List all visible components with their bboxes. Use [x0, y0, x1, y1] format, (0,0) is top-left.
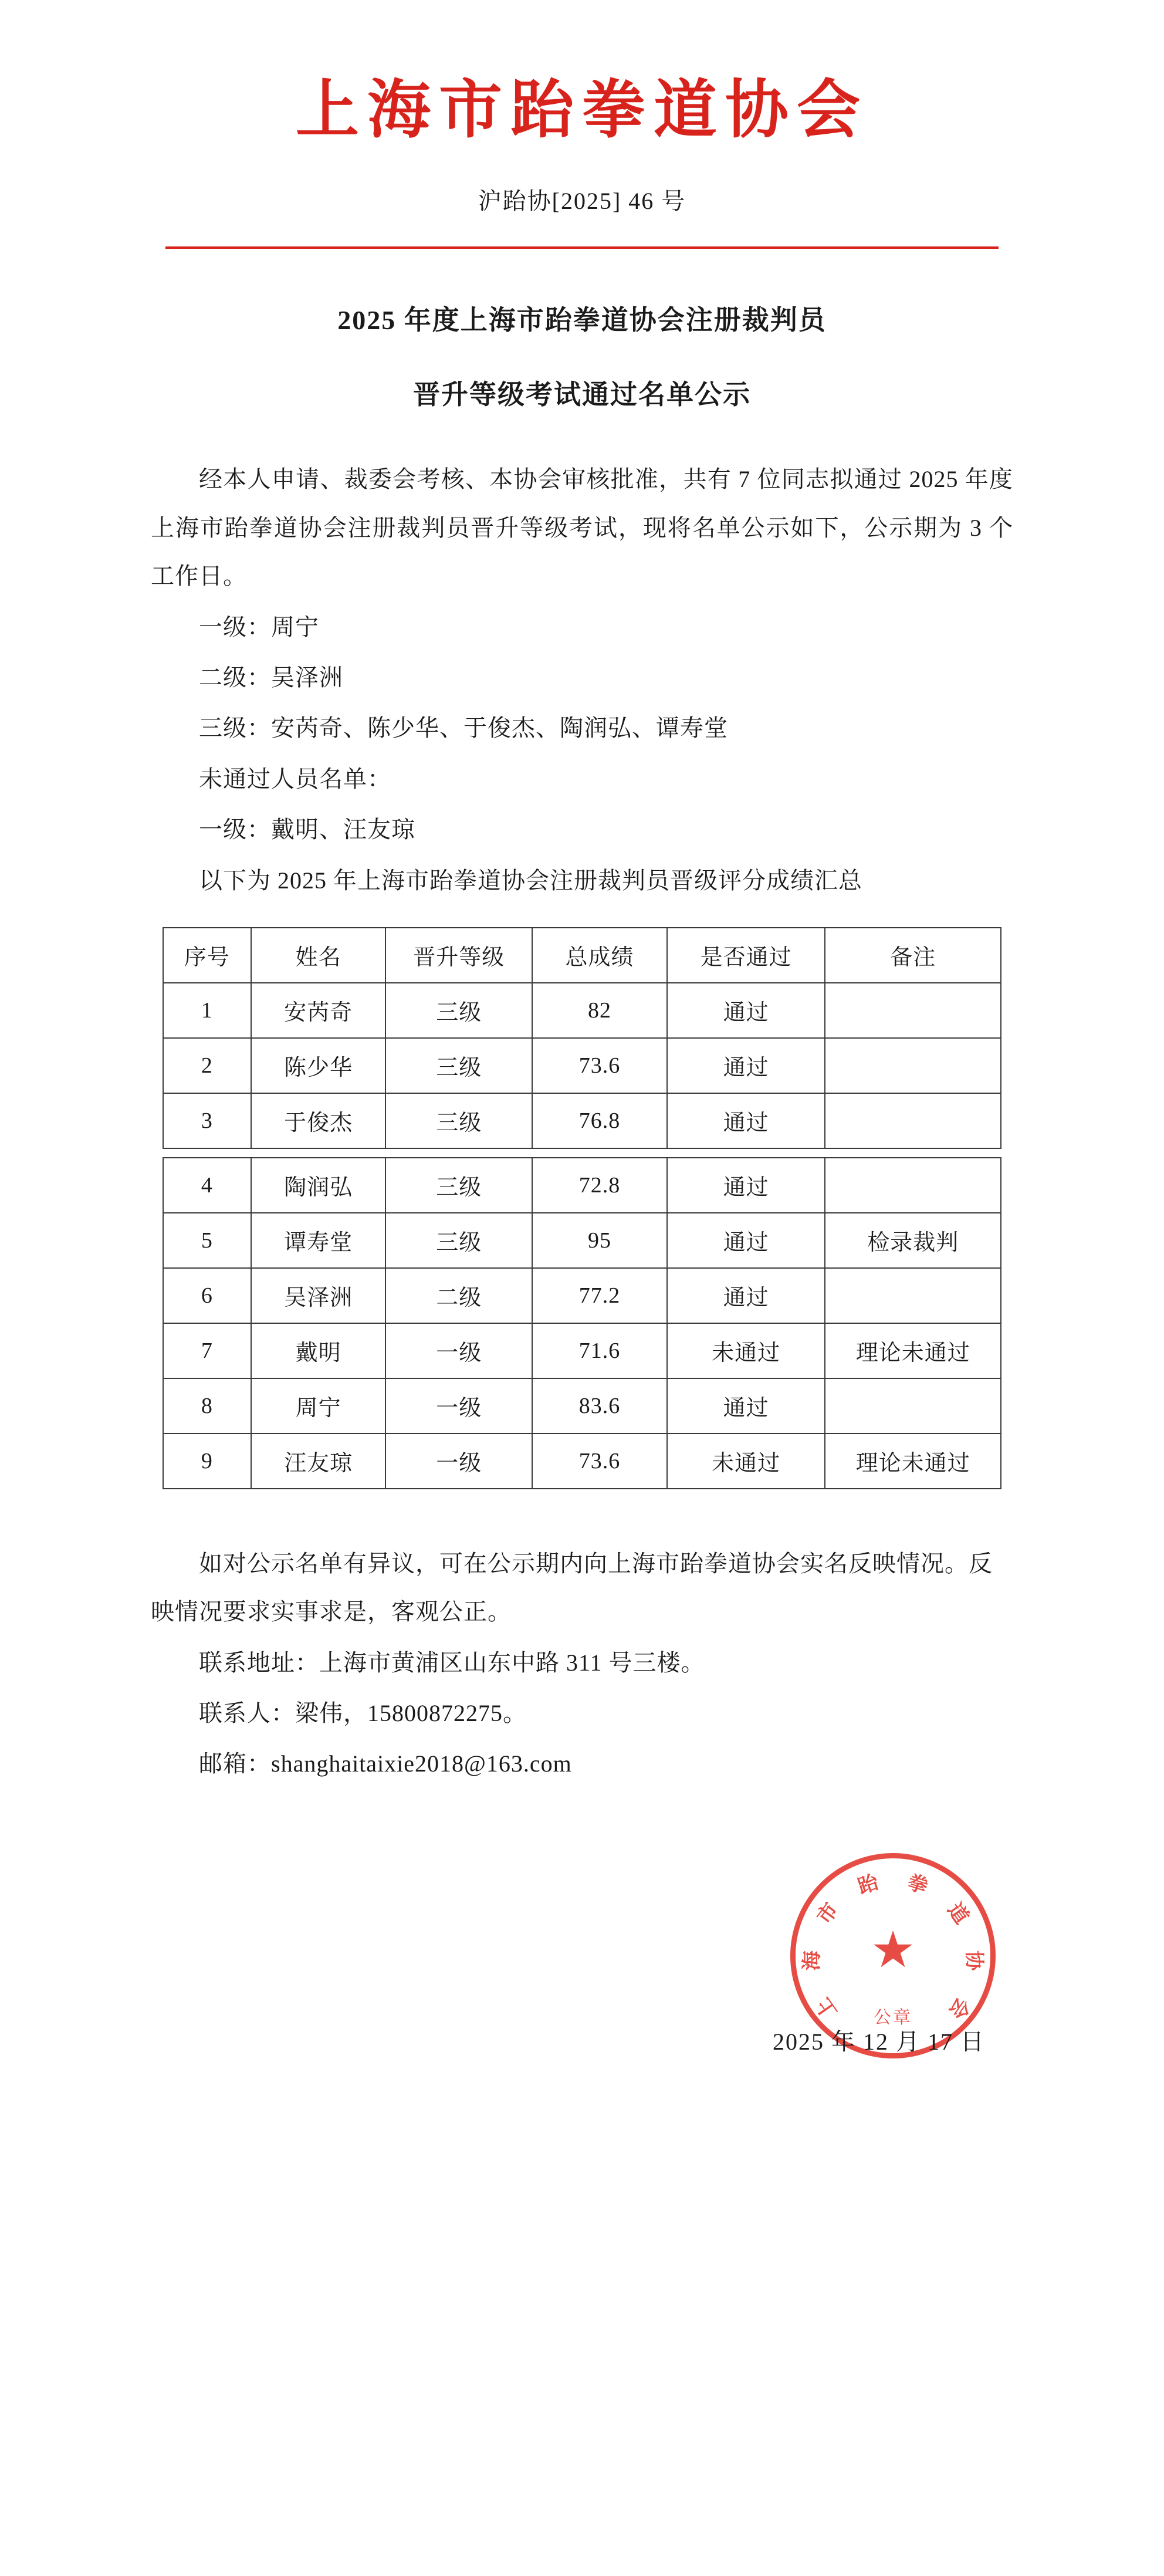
footer-text	[151, 1540, 1013, 1789]
cell-score: 76.8	[532, 1093, 667, 1148]
cell-level: 三级	[385, 1038, 532, 1093]
cell-index: 7	[163, 1323, 251, 1378]
cell-level: 三级	[385, 1158, 532, 1213]
cell-remark: 理论未通过	[825, 1323, 1001, 1378]
cell-score: 83.6	[532, 1378, 667, 1434]
table-row-spacer	[163, 1148, 1001, 1158]
page-title-line-1: 2025 年度上海市跆拳道协会注册裁判员	[337, 305, 827, 335]
paragraph-failed-label: 未通过人员名单：	[199, 765, 391, 792]
paragraph-level-3: 三级：安芮奇、陈少华、于俊杰、陶润弘、谭寿堂	[199, 715, 728, 742]
cell-name: 吴泽洲	[251, 1268, 386, 1323]
table-row	[163, 1434, 1001, 1489]
table-row	[163, 1158, 1001, 1213]
cell-passed: 通过	[667, 1093, 825, 1148]
column-header-remark: 备注	[825, 928, 1001, 983]
cell-name: 于俊杰	[251, 1093, 386, 1148]
cell-remark	[825, 1093, 1001, 1148]
organization-title: 上海市跆拳道协会	[295, 76, 868, 146]
table-row	[163, 983, 1001, 1038]
cell-passed: 通过	[667, 1378, 825, 1434]
cell-index: 5	[163, 1213, 251, 1268]
score-table-body	[163, 983, 1001, 1489]
seal-ring-char: 拳	[905, 1871, 931, 1898]
column-header-index: 序号	[163, 928, 251, 983]
masthead	[151, 0, 1013, 249]
document-number: 沪跆协[2025] 46 号	[478, 187, 686, 214]
cell-remark: 检录裁判	[825, 1213, 1001, 1268]
cell-passed: 未通过	[667, 1434, 825, 1489]
column-header-passed: 是否通过	[667, 928, 825, 983]
cell-passed: 通过	[667, 1213, 825, 1268]
seal-ring-char: 会	[944, 1993, 974, 2023]
cell-name: 周宁	[251, 1378, 386, 1434]
table-row	[163, 1323, 1001, 1378]
star-icon: ★	[870, 1921, 916, 1978]
cell-remark: 理论未通过	[825, 1434, 1001, 1489]
table-row	[163, 1378, 1001, 1434]
seal-ring-char: 跆	[855, 1871, 881, 1898]
cell-score: 71.6	[532, 1323, 667, 1378]
cell-name: 汪友琼	[251, 1434, 386, 1489]
cell-index: 1	[163, 983, 251, 1038]
cell-remark	[825, 1158, 1001, 1213]
cell-remark	[825, 983, 1001, 1038]
body-text	[151, 455, 1013, 905]
cell-index: 8	[163, 1378, 251, 1434]
signature-area	[151, 1830, 1013, 2135]
score-table	[163, 927, 1001, 1489]
paragraph-level-2: 二级：吴泽洲	[199, 664, 343, 691]
table-header-row	[163, 928, 1001, 983]
cell-name: 谭寿堂	[251, 1213, 386, 1268]
page-title-line-2: 晋升等级考试通过名单公示	[413, 380, 751, 410]
paragraph-level-1: 一级：周宁	[199, 613, 319, 640]
cell-passed: 通过	[667, 1268, 825, 1323]
seal-ring-char: 道	[943, 1899, 973, 1928]
paragraph-table-intro: 以下为 2025 年上海市跆拳道协会注册裁判员晋级评分成绩汇总	[199, 867, 862, 894]
column-header-name: 姓名	[251, 928, 386, 983]
cell-index: 6	[163, 1268, 251, 1323]
cell-name: 安芮奇	[251, 983, 386, 1038]
cell-index: 3	[163, 1093, 251, 1148]
cell-passed: 通过	[667, 1158, 825, 1213]
cell-name: 陶润弘	[251, 1158, 386, 1213]
cell-name: 戴明	[251, 1323, 386, 1378]
document-date: 2025 年 12 月 17 日	[773, 2028, 985, 2055]
cell-index: 2	[163, 1038, 251, 1093]
document-content	[151, 0, 1013, 2135]
paragraph-failed-level-1: 一级：戴明、汪友琼	[199, 816, 415, 843]
table-row	[163, 1268, 1001, 1323]
paragraph-email: 邮箱：shanghaitaixie2018@163.com	[199, 1750, 572, 1777]
cell-score: 72.8	[532, 1158, 667, 1213]
score-table-container	[151, 927, 1013, 1489]
column-header-level: 晋升等级	[385, 928, 532, 983]
cell-level: 一级	[385, 1434, 532, 1489]
cell-score: 77.2	[532, 1268, 667, 1323]
table-row	[163, 1038, 1001, 1093]
paragraph-intro: 经本人申请、裁委会考核、本协会审核批准，共有 7 位同志拟通过 2025 年度上海市跆拳道协会注册裁判员晋升等级考试，现将名单公示如下，公示期为 3 个工作日。	[151, 466, 1013, 590]
seal-ring-char: 上	[812, 1993, 842, 2023]
paragraph-objection: 如对公示名单有异议，可在公示期内向上海市跆拳道协会实名反映情况。反映情况要求实事求是，客观公正。	[151, 1550, 993, 1625]
cell-passed: 通过	[667, 983, 825, 1038]
cell-passed: 通过	[667, 1038, 825, 1093]
cell-passed: 未通过	[667, 1323, 825, 1378]
cell-name: 陈少华	[251, 1038, 386, 1093]
paragraph-address: 联系地址：上海市黄浦区山东中路 311 号三楼。	[199, 1649, 705, 1676]
cell-index: 4	[163, 1158, 251, 1213]
cell-level: 三级	[385, 1093, 532, 1148]
seal-bottom-label: 公章	[874, 2007, 912, 2027]
paragraph-contact: 联系人：梁伟，15800872275。	[199, 1700, 527, 1727]
seal-ring-char: 海	[801, 1950, 824, 1971]
cell-remark	[825, 1378, 1001, 1434]
table-row	[163, 1213, 1001, 1268]
cell-level: 三级	[385, 1213, 532, 1268]
cell-remark	[825, 1268, 1001, 1323]
cell-level: 三级	[385, 983, 532, 1038]
cell-level: 一级	[385, 1378, 532, 1434]
seal-ring-char: 协	[962, 1950, 985, 1971]
cell-score: 73.6	[532, 1434, 667, 1489]
column-header-score: 总成绩	[532, 928, 667, 983]
cell-level: 二级	[385, 1268, 532, 1323]
cell-index: 9	[163, 1434, 251, 1489]
seal-ring-char: 市	[813, 1899, 843, 1928]
cell-score: 95	[532, 1213, 667, 1268]
page-title	[151, 299, 1013, 416]
cell-level: 一级	[385, 1323, 532, 1378]
cell-remark	[825, 1038, 1001, 1093]
red-divider-rule	[165, 246, 999, 249]
score-table-head	[163, 928, 1001, 983]
cell-score: 73.6	[532, 1038, 667, 1093]
table-row	[163, 1093, 1001, 1148]
cell-score: 82	[532, 983, 667, 1038]
